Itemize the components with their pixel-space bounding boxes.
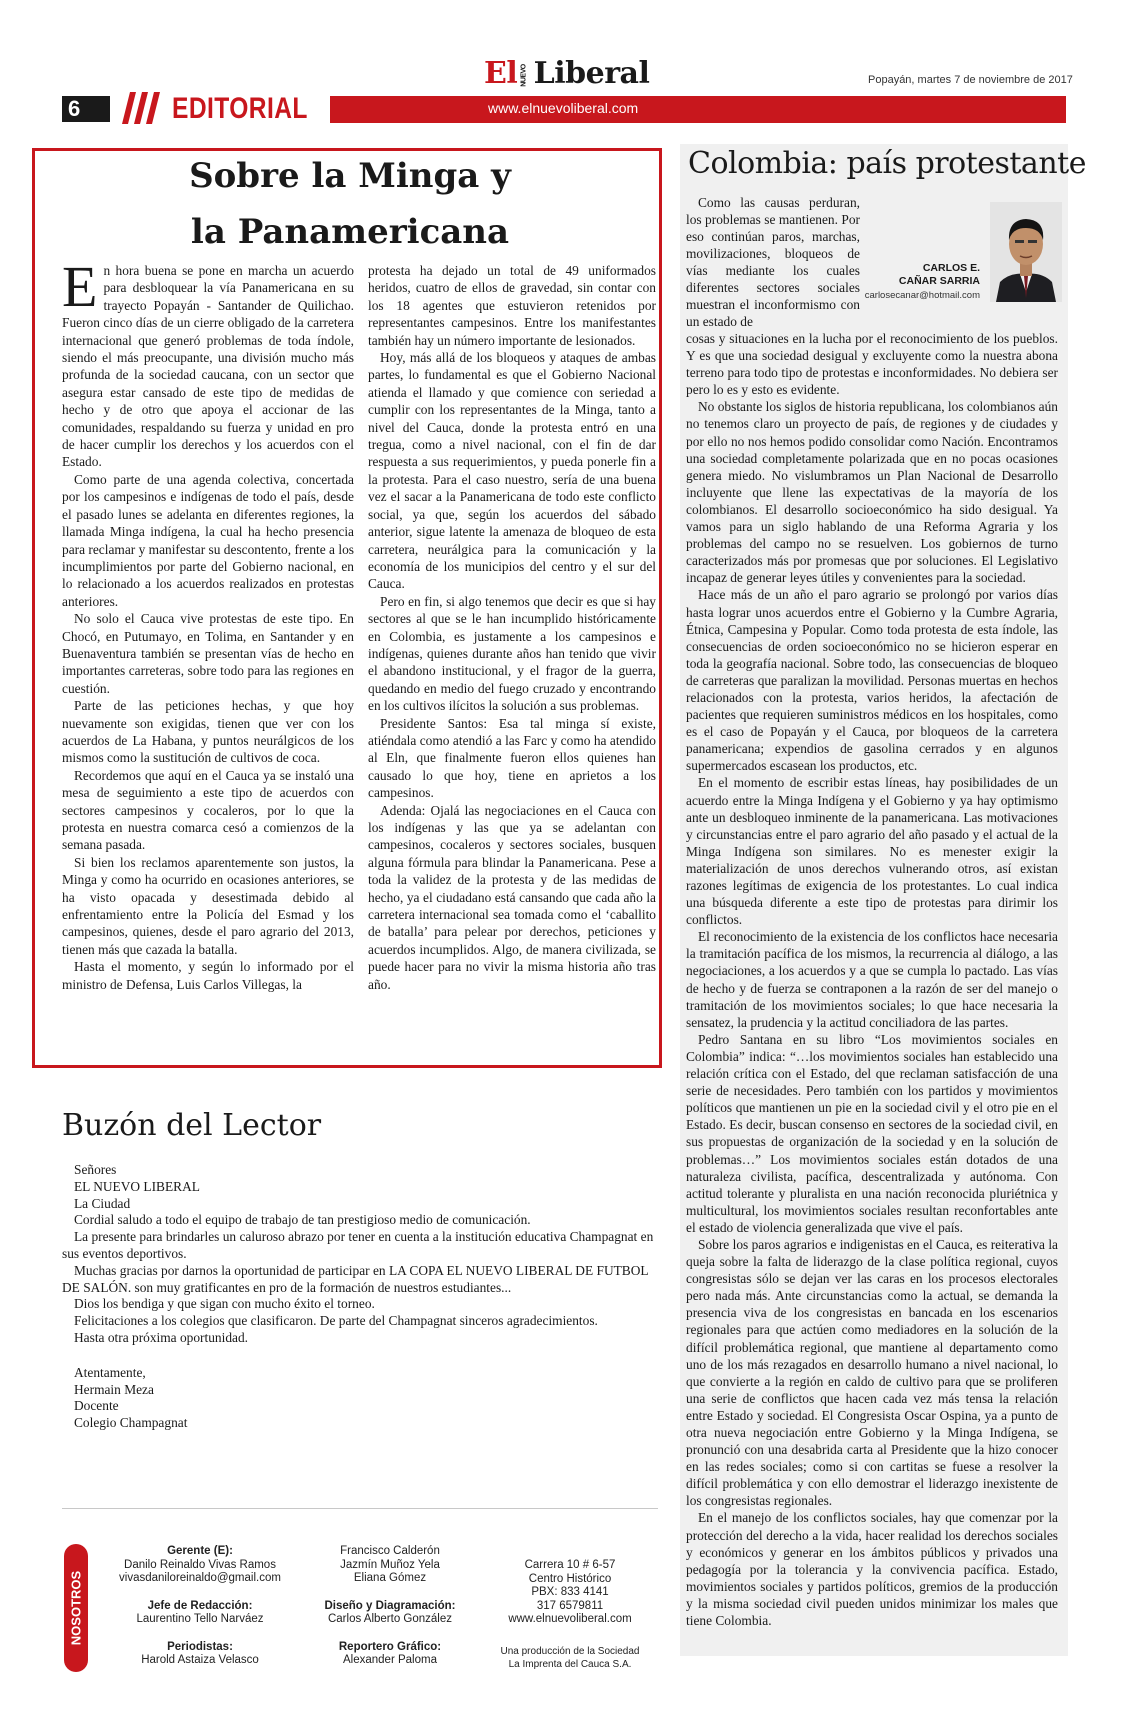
footer-divider <box>62 1508 658 1509</box>
paragraph: Sobre los paros agrarios e indigenistas en el Cauca, es reiterativa la queja sobre la falta de liderazgo de la clase política regional, cuyos congresistas sólo se dejan ver las caras en los procesos electorales pero nada más. Ante circunstancias como la actual, se demanda la presencia viva de los congresistas en bancada en los escenarios regionales para que actúen como mediadores en la solución de la difícil problemática regional, que mantiene al departamento como uno de los más rezagados en desarrollo humano a nivel nacional, lo que convierte a la región en caldo de cultivo para que se proliferen una serie de conflictos que hacen cada vez más tensa la relación entre Estado y sociedad. El Congresista Oscar Ospina, ya a punto de otra nueva negociación entre Gobierno y la Minga Indígena, se pronunció con una desabrida carta al Presidente que la hizo conocer en las redes sociales; como si con cartitas se fuese a resolver la difícil problemática y con ello demostrar el liderazgo inexistente de los congresistas regionales. <box>686 1236 1058 1509</box>
reportero-name: Alexander Paloma <box>343 1654 437 1666</box>
paragraph: Hace más de un año el paro agrario se prolongó por varios días hasta lograr unos acuerdos entre el Gobierno y la Cumbre Agraria, Étnica, Campesina y Popular. Como toda protesta de esta índole, las consecuencias de orden socioeconómico no se hicieron esperar en toda la geografía nacional. Sobre todo, las consecuencias de bloqueo de carreteras que paralizan la movilidad. Personas muertas en hechos relacionados con la protesta, varios heridos, la afectación de pacientes que requieren suministros médicos en los hospitales, como es el caso de Popayán y el Cauca, por bloqueos de la carretera panamericana; expendios de gasolina cerrados y en algunos supermercados escasean los productos, etc. <box>686 587 1058 774</box>
staff-name: Francisco Calderón <box>340 1545 440 1557</box>
dateline: Popayán, martes 7 de noviembre de 2017 <box>868 74 1073 86</box>
paragraph: Si bien los reclamos aparentemente son justos, la Minga y como ha ocurrido en ocasiones anteriores, se ha visto opacada y desestimada debido al enfrentamiento entre la Policía del Esmad y los campesinos, quienes, desde el paro agrario del 2013, tienen más que cazada la batalla. <box>62 854 354 957</box>
paragraph: n hora buena se pone en marcha un acuerdo para desbloquear la vía Panamericana en su trayecto Popayán - Santander de Quilichao. Fueron cinco días de un cierre obligado de la carretera internacional que generó problemas de toda índole, siendo el más preocupante, una división mucho más profunda de la sociedad caucana, con un sector que asegura estar cansado de este tipo de medidas de hecho y de otro que apoya el accionar de las comunidades, respaldando su fuerza y unidad en pro de hacer cumplir los derechos y los acuerdos con el Estado. <box>62 263 354 470</box>
gerente-name: Danilo Reinaldo Vivas Ramos <box>124 1558 276 1571</box>
periodistas-label: Periodistas: <box>167 1640 233 1653</box>
paragraph: cosas y situaciones en la lucha por el reconocimiento de los pueblos. Y es que una sociedad desigual y excluyente como la nuestra abona terreno para todo tipo de protestas e inconformidades. No debiera ser pero lo es y esto es evidente. <box>686 331 1058 398</box>
paragraph: Hasta el momento, y según lo informado por el ministro de Defensa, Luis Carlos Villegas, la <box>62 959 354 992</box>
logo-liberal: Liberal <box>533 56 650 91</box>
signature-line: Docente <box>74 1398 119 1414</box>
letter-paragraph: Muchas gracias por darnos la oportunidad de participar en LA COPA EL NUEVO LIBERAL DE FUTBOL DE SALÓN. son muy gratificantes en pro de la formación de nuestros estudiantes... <box>62 1262 649 1295</box>
buzon-letter <box>62 1162 658 1432</box>
editorial-column-1 <box>62 254 354 993</box>
address-line: PBX: 833 4141 <box>531 1586 609 1598</box>
diseno-name: Carlos Alberto González <box>327 1613 452 1625</box>
periodistas-name: Harold Astaiza Velasco <box>141 1654 259 1666</box>
headline-line-2: la Panamericana <box>190 212 510 252</box>
paragraph: Pedro Santana en su libro “Los movimientos sociales en Colombia” indica: “…los movimientos sociales han establecido una relación crítica con el Estado, del que reclaman satisfacción de una serie de necesidades. Pero también con los partidos y movimientos políticos que mantienen un pie en la sociedad civil y el otro pie en el Estado. Es decir, buscan consenso en sectores de la sociedad civil, en sus propuestas de organización de la sociedad y en la solución de problemas…” Los movimientos sociales están dotados de una naturaleza civilista, pacífica, descentralizada y autónoma. Con actitud tolerante y pluralista en una nación reconocida pluriétnica y multicultural, los movimientos sociales resultan reconfortables ante el estado de violencia generalizada que vive el país. <box>686 1031 1058 1235</box>
buzon-title: Buzón del Lector <box>62 1108 322 1143</box>
editorial-column-2 <box>368 262 656 993</box>
gerente-email[interactable]: vivasdaniloreinaldo@gmail.com <box>119 1572 281 1584</box>
paragraph: En el momento de escribir estas líneas, hay posibilidades de un acuerdo entre la Minga Indígena y el Gobierno y ya hay optimismo ante un desbloqueo inminente de la panamericana. Las motivaciones y circunstancias entre el paro agrario del año pasado y el actual de la Minga Indígena son similares. No es menester exigir la materialización de unos derechos vulnerando otros, así existan razones legítimas de exigencia de los protestantes. Lo cual indica una búsqueda diferente a este tipo de protestas para dirimir los conflictos. <box>686 775 1058 928</box>
letter-paragraph: Hasta otra próxima oportunidad. <box>74 1329 249 1345</box>
produccion-line: La Imprenta del Cauca S.A. <box>508 1659 632 1670</box>
paragraph: Recordemos que aquí en el Cauca ya se instaló una mesa de seguimiento a este tipo de acuerdos con sectores campesinos y cocaleros, por lo que la protesta en nuestra comarca cesó a comienzos de la semana pasada. <box>62 767 354 853</box>
website-link[interactable]: www.elnuevoliberal.com <box>508 1613 632 1625</box>
nosotros-label: NOSOTROS <box>68 1570 84 1646</box>
jefe-label: Jefe de Redacción: <box>147 1599 253 1612</box>
produccion-line: Una producción de la Sociedad <box>500 1645 640 1657</box>
gerente-label: Gerente (E): <box>167 1545 233 1557</box>
opinion-body <box>686 330 1058 1629</box>
signature-line: Atentamente, <box>74 1364 146 1380</box>
staff-name: Jazmín Muñoz Yela <box>340 1558 440 1571</box>
author-name <box>872 262 980 288</box>
letter-paragraph: Dios los bendiga y que sigan con mucho éxito el torneo. <box>74 1296 375 1312</box>
newspaper-logo[interactable] <box>484 56 649 91</box>
paragraph: No obstante los siglos de historia republicana, los colombianos aún no tenemos claro un proyecto de país, de regiones y de ciudades y por ello no nos hemos podido consolidar como Nación. Encontramos una sociedad completamente polarizada que en no pocas ocasiones genera miedo. No vislumbramos un Plan Nacional de Desarrollo incluyente que llene las expectativas de la mayoría de los colombianos. El desarrollo socioeconómico ha sido desigual. Ya vamos para un siglo hablando de una Reforma Agraria y los problemas del campo no se resuelven. Los gobiernos de turno caracterizados más por promesas que por soluciones. El Legislativo incapaz de generar leyes útiles y convenientes para la sociedad. <box>686 399 1058 586</box>
header-red-bar <box>330 96 1066 123</box>
opinion-title: Colombia: país protestante <box>688 146 1086 181</box>
jefe-name: Laurentino Tello Narváez <box>136 1613 264 1625</box>
paragraph: Como parte de una agenda colectiva, concertada por los campesinos e indígenas de todo el país, desde el pasado lunes se adelanta en diferentes regiones, la llamada Minga indígena, la cual ha hecho presencia para reclamar y manifestar su descontento, frente a los incumplimientos por parte del Gobierno nacional, en lo relacionado a los acuerdos realizados en protestas anteriores. <box>62 471 354 609</box>
page-number: 6 <box>62 96 110 122</box>
letter-paragraph: Felicitaciones a los colegios que clasificaron. De parte del Champagnat sinceros agradecimientos. <box>74 1313 598 1329</box>
logo-el: El <box>484 56 518 91</box>
paragraph: Como las causas perduran, los problemas se mantienen. Por eso continúan paros, marchas, movilizaciones, bloqueos de vías mediante los cuales diferentes sectores sociales muestran el inconformismo con un estado de <box>686 195 860 329</box>
nosotros-tab <box>64 1544 88 1672</box>
editorial-headline <box>120 148 580 260</box>
section-stripes-graphic <box>112 92 172 124</box>
website-url[interactable]: www.elnuevoliberal.com <box>488 100 639 116</box>
paragraph: Hoy, más allá de los bloqueos y ataques de ambas partes, lo fundamental es que el Gobierno Nacional atienda el llamado y que comience con seriedad a cumplir con los representantes de la Minga, tanto a nivel del Cauca, donde la protesta entró en una tregua, como a nivel nacional, con el fin de dar respuesta a sus requerimientos, y pueda ponerle fin a la protesta. Para el caso nuestro, sería de una buena vez el sacar a la Panamericana de todo este conflicto social, ya que, según los acuerdos del sábado anterior, sigue latente la amenaza de bloqueo de esta carretera, neurálgica para la comunicación y la economía de los municipios del centro y el sur del Cauca. <box>368 350 656 592</box>
staff-column-1 <box>100 1545 300 1668</box>
drop-cap: E <box>62 254 98 319</box>
address-line: 317 6579811 <box>536 1599 604 1612</box>
salutation-line: EL NUEVO LIBERAL <box>74 1178 200 1194</box>
headline-line-1: Sobre la Minga y <box>189 156 511 196</box>
author-name-line-2: CAÑAR SARRIA <box>898 275 980 287</box>
paragraph: Adenda: Ojalá las negociaciones en el Cauca con los indígenas y las que ya se adelantan con campesinos, cocaleros y sectores sociales, busquen alguna fórmula para blindar la Panamericana. Pese a toda la validez de la protesta y de las medidas de hecho, ya el ciudadano está cansando que cada año la carretera internacional sea tomada como el ‘caballito de batalla’ para pelear por derechos, peticiones y acuerdos incumplidos. Algo, de manera civilizada, se puede hacer para no vivir la misma historia año tras año. <box>368 802 656 992</box>
author-email[interactable]: carlosecanar@hotmail.com <box>864 290 980 301</box>
logo-nuevo: NUEVO <box>520 63 528 87</box>
author-name-line-1: CARLOS E. <box>922 262 980 274</box>
paragraph: Parte de las peticiones hechas, y que hoy nuevamente son exigidas, tienen que ver con los acuerdos de La Habana, y puntos neurálgicos de los mismos como la sustitución de cultivos de coca. <box>62 698 354 766</box>
paragraph: Presidente Santos: Esa tal minga sí existe, atiéndala como atendió a las Farc y como ha atendido al Eln, que finalmente fueron ellos quienes han causado lo que hoy, tiene en aprietos a los campesinos. <box>368 715 656 801</box>
signature-line: Hermain Meza <box>74 1381 154 1397</box>
letter-paragraph: Cordial saludo a todo el equipo de trabajo de tan prestigioso medio de comunicación. <box>74 1212 531 1228</box>
salutation-line: Señores <box>74 1162 117 1177</box>
paragraph: En el manejo de los conflictos sociales, hay que comenzar por la protección del derecho a la vida, hacer realidad los derechos sociales y económicos y generar en los ámbitos públicos y privados una pedagogía por la tolerancia y la convivencia pacífica. Estado, movimientos sociales y partidos políticos, gremios de la producción y la misma sociedad civil pueden unidos minimizar los males que tiene Colombia. <box>686 1510 1058 1629</box>
staff-column-2 <box>300 1545 480 1668</box>
paragraph: No solo el Cauca vive protestas de este tipo. En Chocó, en Putumayo, en Tolima, en Santander y en Buenaventura también se presentan vías de hecho en importantes carreteras, sobre todo para las regiones en cuestión. <box>62 611 354 696</box>
paragraph: protesta ha dejado un total de 49 uniformados heridos, cuatro de ellos de gravedad, sin contar con los 18 agentes que estuvieron retenidos por representantes campesinos. Entre los manifestantes también hay un número importante de lesionados. <box>368 263 656 348</box>
signature-line: Colegio Champagnat <box>74 1415 188 1431</box>
diseno-label: Diseño y Diagramación: <box>324 1599 456 1612</box>
opinion-intro <box>686 194 860 330</box>
author-photo <box>990 202 1062 302</box>
salutation-line: La Ciudad <box>74 1195 131 1211</box>
paragraph: Pero en fin, si algo tenemos que decir es que si hay sectores al que se le han incumplido históricamente en Colombia, es justamente a los campesinos e indígenas, quienes durante años han tenido que vivir el abandono institucional, y el fragor de la guerra, quedando en medio del fuego cruzado y encontrando en los cultivos ilícitos la solución a sus problemas. <box>368 593 656 714</box>
address-line: Centro Histórico <box>528 1572 612 1585</box>
section-title: EDITORIAL <box>172 92 308 125</box>
paragraph: El reconocimiento de la existencia de los conflictos hace necesaria la tramitación pacífica de los mismos, la recurrencia al diálogo, a las negociaciones, a los acuerdos y a que se cumpla lo pactado. Las vías de hecho y de fuerza se contraponen a la razón de ser del manejo o tramitación de los movimientos sociales; lo que hace necesaria la sensatez, la prudencia y la actitud conciliadora de las partes. <box>686 929 1058 1030</box>
address-line: Carrera 10 # 6-57 <box>524 1559 616 1571</box>
staff-name: Eliana Gómez <box>353 1572 427 1584</box>
staff-column-3 <box>480 1559 660 1672</box>
author-portrait-icon <box>990 202 1062 302</box>
reportero-label: Reportero Gráfico: <box>338 1640 442 1653</box>
letter-paragraph: La presente para brindarles un caluroso abrazo por tener en cuenta a la institución educativa Champagnat en sus eventos deportivos. <box>62 1229 654 1261</box>
